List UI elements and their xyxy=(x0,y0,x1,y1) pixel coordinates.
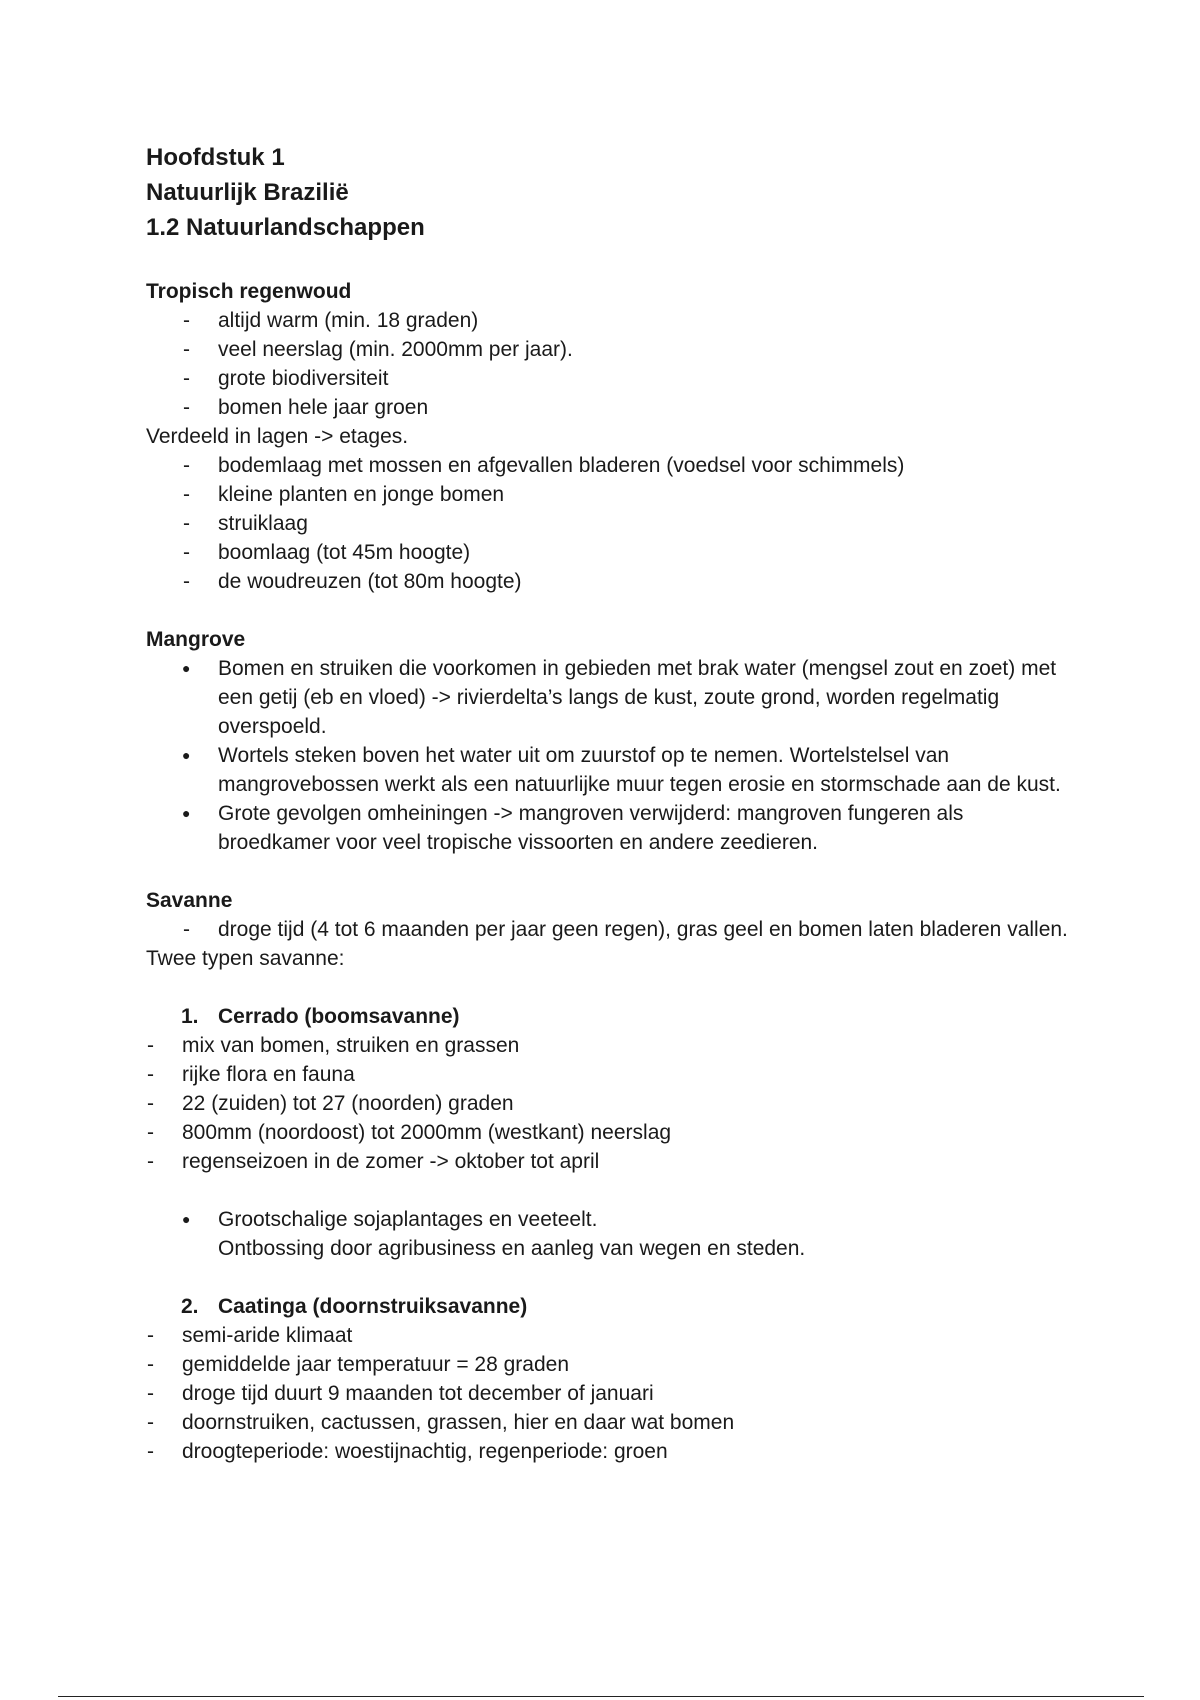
types-intro: Twee typen savanne: xyxy=(146,947,345,970)
caatinga-title xyxy=(146,1292,1076,1321)
layers-list xyxy=(146,451,1076,596)
list-item: - regenseizoen in de zomer -> oktober tot april xyxy=(110,1147,1076,1176)
list-item: - droge tijd duurt 9 maanden tot december of januari xyxy=(110,1379,1076,1408)
caatinga-number: 2. xyxy=(181,1295,199,1318)
subject-title: Natuurlijk Brazilië xyxy=(146,179,349,206)
document-page xyxy=(146,140,1076,1466)
cerrado-title-text: Cerrado (boomsavanne) xyxy=(218,1005,460,1028)
list-item: - kleine planten en jonge bomen xyxy=(146,480,1076,509)
list-item: - de woudreuzen (tot 80m hoogte) xyxy=(146,567,1076,596)
cerrado-title xyxy=(146,1002,1076,1031)
list-item: - semi-aride klimaat xyxy=(110,1321,1076,1350)
cerrado-number: 1. xyxy=(181,1005,199,1028)
list-item: - rijke flora en fauna xyxy=(110,1060,1076,1089)
list-item: ● Wortels steken boven het water uit om zuurstof op te nemen. Wortelstelsel van mangrovebossen werkt als een natuurlijke muur tegen erosie en stormschade aan de kust. xyxy=(146,741,1076,799)
list-item: ● Grote gevolgen omheiningen -> mangroven verwijderd: mangroven fungeren als broedkamer voor veel tropische vissoorten en andere zeedieren. xyxy=(146,799,1076,857)
bottom-divider xyxy=(58,1696,1144,1697)
chapter-title: Hoofdstuk 1 xyxy=(146,144,285,171)
list-item: - struiklaag xyxy=(146,509,1076,538)
list-item: - 22 (zuiden) tot 27 (noorden) graden xyxy=(110,1089,1076,1118)
list-item: ● Bomen en struiken die voorkomen in gebieden met brak water (mengsel zout en zoet) met een getij (eb en vloed) -> rivierdelta’s langs de kust, zoute grond, worden regelmatig overspoeld. xyxy=(146,654,1076,741)
list-item: - droogteperiode: woestijnachtig, regenperiode: groen xyxy=(110,1437,1076,1466)
list-item: - bodemlaag met mossen en afgevallen bladeren (voedsel voor schimmels) xyxy=(146,451,1076,480)
list-item: - 800mm (noordoost) tot 2000mm (westkant) neerslag xyxy=(110,1118,1076,1147)
section-title: 1.2 Natuurlandschappen xyxy=(146,214,425,241)
mangrove-heading: Mangrove xyxy=(146,628,246,651)
list-item: - doornstruiken, cactussen, grassen, hier en daar wat bomen xyxy=(110,1408,1076,1437)
caatinga-title-text: Caatinga (doornstruiksavanne) xyxy=(218,1295,528,1318)
list-item: - mix van bomen, struiken en grassen xyxy=(110,1031,1076,1060)
list-item xyxy=(146,1205,1076,1263)
savanne-heading: Savanne xyxy=(146,889,233,912)
cerrado-list xyxy=(110,1031,1076,1176)
list-item: - gemiddelde jaar temperatuur = 28 graden xyxy=(110,1350,1076,1379)
regenwoud-list xyxy=(146,306,1076,422)
bullet-line: Ontbossing door agribusiness en aanleg van wegen en steden. xyxy=(218,1237,806,1260)
list-item: - bomen hele jaar groen xyxy=(146,393,1076,422)
layers-intro: Verdeeld in lagen -> etages. xyxy=(146,425,409,448)
bullet-line: Grootschalige sojaplantages en veeteelt. xyxy=(218,1208,598,1231)
caatinga-list xyxy=(110,1321,1076,1466)
list-item: - altijd warm (min. 18 graden) xyxy=(146,306,1076,335)
list-item: - droge tijd (4 tot 6 maanden per jaar geen regen), gras geel en bomen laten bladeren vallen. xyxy=(146,915,1076,944)
mangrove-list xyxy=(146,654,1076,857)
list-item: - veel neerslag (min. 2000mm per jaar). xyxy=(146,335,1076,364)
list-item: - boomlaag (tot 45m hoogte) xyxy=(146,538,1076,567)
list-item: - grote biodiversiteit xyxy=(146,364,1076,393)
regenwoud-heading: Tropisch regenwoud xyxy=(146,280,352,303)
savanne-list xyxy=(146,915,1076,944)
cerrado-bullet-list xyxy=(146,1205,1076,1263)
